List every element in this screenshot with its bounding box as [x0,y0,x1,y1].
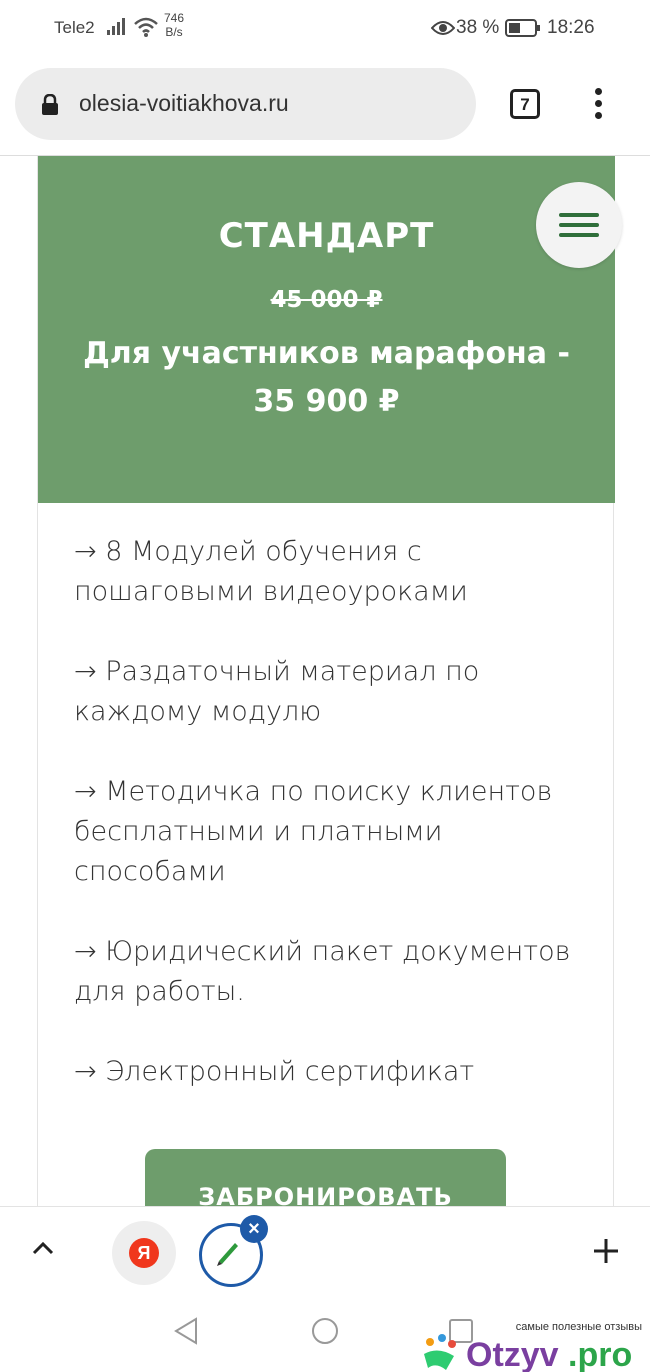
watermark-tagline: самые полезные отзывы [515,1321,642,1333]
burger-icon-line [559,223,599,227]
clock: 18:26 [547,17,595,38]
svg-text:Otzyv: Otzyv [466,1336,559,1372]
network-speed-unit: B/s [165,25,183,39]
svg-text:.pro: .pro [568,1336,633,1372]
burger-icon [559,213,599,217]
burger-menu-button[interactable] [536,182,622,268]
network-speed [164,11,184,39]
list-item: → 8 Модулей обучения с пошаговыми видеоуроками [74,536,468,607]
back-icon[interactable] [172,1316,200,1350]
promo-price: Для участников марафона - 35 900 ₽ [83,336,570,419]
list-item: → Методичка по поиску клиентов бесплатными и платными способами [74,776,553,887]
list-item: → Раздаточный материал по каждому модулю [74,656,480,727]
burger-icon-line [559,233,599,237]
tabs-button[interactable]: 7 [510,89,540,119]
page-content [0,156,650,1206]
chevron-up-icon[interactable] [30,1239,56,1261]
url-text[interactable]: olesia-voitiakhova.ru [79,90,289,116]
browser-bottom-bar [0,1206,650,1295]
status-bar [0,0,650,58]
network-speed-value: 746 [164,11,185,25]
list-item: → Электронный сертификат [74,1056,475,1087]
book-button[interactable]: ЗАБРОНИРОВАТЬ [145,1149,506,1206]
lock-icon [41,94,59,120]
carrier-name: Tele2 [54,18,95,37]
watermark [420,1318,650,1372]
eye-icon [431,19,455,42]
home-icon[interactable] [310,1316,340,1350]
plus-icon[interactable] [592,1237,620,1269]
watermark-logo [420,1332,650,1372]
yandex-icon: Я [129,1238,159,1268]
close-icon[interactable]: × [240,1215,268,1243]
address-bar[interactable] [15,68,476,140]
battery-percent: 38 % [456,17,500,38]
menu-icon[interactable] [590,88,606,122]
pricing-card [37,156,614,1206]
plan-name: СТАНДАРТ [218,216,435,256]
battery-icon [505,18,541,43]
signal-icon [106,16,128,41]
pricing-card-header [38,156,615,503]
yandex-button[interactable] [112,1221,176,1285]
list-item: → Юридический пакет документов для работы. [74,936,571,1007]
old-price: 45 000 ₽ [270,287,383,313]
feature-list [74,532,584,1132]
wifi-icon [133,16,159,43]
